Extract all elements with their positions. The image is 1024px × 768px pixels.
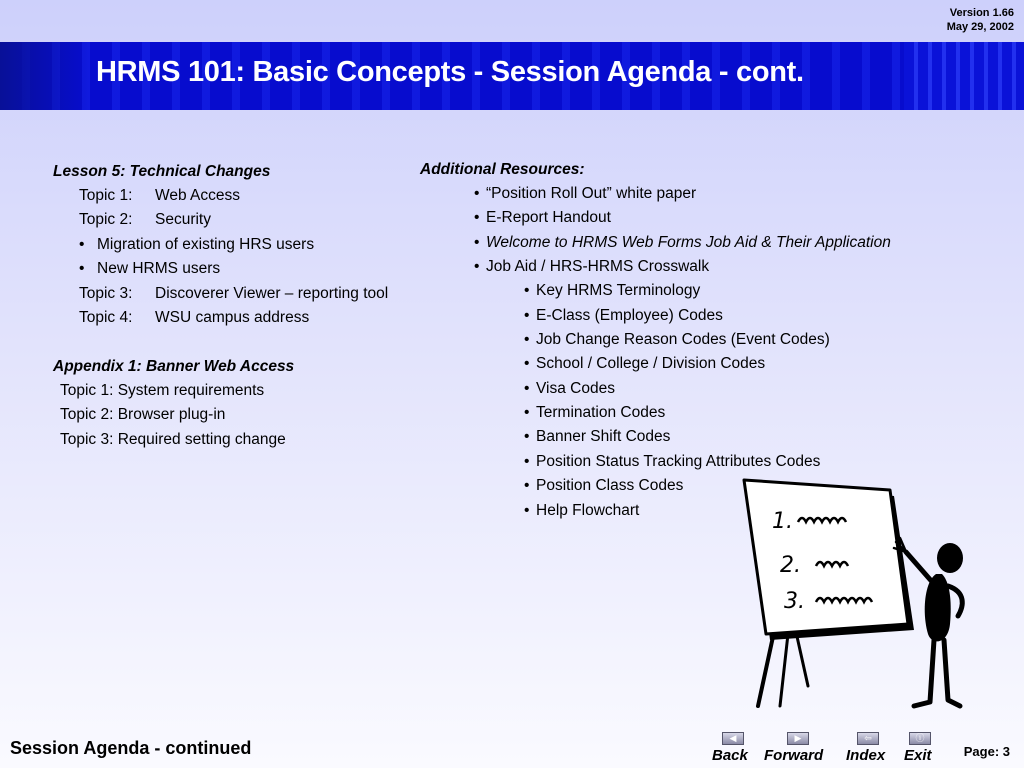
index-arrow-icon[interactable]: ⇦	[857, 732, 879, 745]
resource-sub-item-text: Position Status Tracking Attributes Codes	[536, 453, 821, 470]
list-item-text: Migration of existing HRS users	[97, 236, 315, 253]
resource-sub-item-text: Help Flowchart	[536, 502, 640, 519]
topic3-number: Topic 3:	[79, 285, 133, 302]
topic2-text: Security	[155, 211, 211, 228]
appendix-topic: Topic 3: Required setting change	[60, 431, 286, 448]
bullet-icon	[524, 428, 536, 445]
appendix-title: Appendix 1: Banner Web Access	[53, 358, 295, 375]
resource-item-text: Welcome to HRMS Web Forms Job Aid & Their Application	[486, 234, 891, 251]
appendix-topic: Topic 2: Browser plug-in	[60, 406, 226, 423]
index-link[interactable]: Index	[846, 747, 886, 764]
bullet-icon	[79, 236, 91, 253]
title-banner	[0, 42, 1024, 110]
topic4-number: Topic 4:	[79, 309, 133, 326]
bullet-icon	[474, 185, 486, 202]
back-arrow-icon[interactable]: ◀	[722, 732, 744, 745]
resource-sub-item	[524, 425, 670, 450]
resource-sub-item	[524, 474, 683, 499]
resource-sub-item-text: Banner Shift Codes	[536, 428, 671, 445]
resource-item-text: “Position Roll Out” white paper	[486, 185, 697, 202]
topic1-text: Web Access	[155, 187, 241, 204]
resource-sub-item-text: Position Class Codes	[536, 477, 684, 494]
bullet-icon	[524, 502, 536, 519]
forward-arrow-icon[interactable]: ▶	[787, 732, 809, 745]
resource-sub-item	[524, 401, 665, 426]
bullet-icon	[524, 453, 536, 470]
resource-item-text: Job Aid / HRS-HRMS Crosswalk	[486, 258, 710, 275]
bullet-icon	[524, 380, 536, 397]
bullet-icon	[524, 477, 536, 494]
resource-sub-item-text: E-Class (Employee) Codes	[536, 307, 723, 324]
list-item	[79, 257, 220, 282]
appendix-topic: Topic 1: System requirements	[60, 382, 265, 399]
easel-line-number: 3.	[784, 589, 805, 614]
version-date: May 29, 2002	[946, 21, 1014, 33]
presenter-easel-illustration	[736, 474, 976, 712]
resource-sub-item	[524, 328, 830, 353]
resource-sub-item	[524, 304, 723, 329]
exit-link[interactable]: Exit	[904, 747, 932, 764]
bullet-icon	[524, 331, 536, 348]
resource-item	[474, 255, 709, 280]
version-info	[947, 6, 1014, 34]
resource-sub-item	[524, 352, 765, 377]
resource-sub-item-text: Job Change Reason Codes (Event Codes)	[536, 331, 830, 348]
forward-link[interactable]: Forward	[764, 747, 824, 764]
resource-sub-item	[524, 450, 820, 475]
bullet-icon	[524, 355, 536, 372]
lesson-title: Lesson 5: Technical Changes	[53, 163, 271, 180]
resource-item	[474, 231, 891, 256]
page-number: Page: 3	[963, 744, 1010, 759]
bullet-icon	[524, 307, 536, 324]
resource-item	[474, 206, 611, 231]
resources-title: Additional Resources:	[420, 161, 585, 178]
bullet-icon	[474, 209, 486, 226]
resource-sub-item-text: Visa Codes	[536, 380, 615, 397]
resource-item-text: E-Report Handout	[486, 209, 611, 226]
bullet-icon	[474, 258, 486, 275]
bullet-icon	[474, 234, 486, 251]
topic1-number: Topic 1:	[79, 187, 133, 204]
bullet-icon	[79, 260, 91, 277]
topic2-number: Topic 2:	[79, 211, 133, 228]
resource-sub-item	[524, 499, 639, 524]
back-link[interactable]: Back	[712, 747, 748, 764]
topic4-text: WSU campus address	[155, 309, 310, 326]
page-title: HRMS 101: Basic Concepts - Session Agenda - cont.	[96, 56, 804, 88]
list-item-text: New HRMS users	[97, 260, 221, 277]
bullet-icon	[524, 404, 536, 421]
topic3-text: Discoverer Viewer – reporting tool	[155, 285, 389, 302]
list-item	[79, 233, 314, 258]
resource-sub-item	[524, 279, 700, 304]
info-icon[interactable]: ⓘ	[909, 732, 931, 745]
resource-sub-item-text: School / College / Division Codes	[536, 355, 766, 372]
resource-sub-item-text: Termination Codes	[536, 404, 666, 421]
easel-line-number: 2.	[780, 553, 801, 578]
footer-title: Session Agenda - continued	[10, 738, 252, 758]
version-number: Version 1.66	[949, 7, 1014, 19]
easel-line-number: 1.	[772, 509, 793, 534]
resource-sub-item	[524, 377, 615, 402]
bullet-icon	[524, 282, 536, 299]
resource-sub-item-text: Key HRMS Terminology	[536, 282, 701, 299]
resource-item	[474, 182, 696, 207]
